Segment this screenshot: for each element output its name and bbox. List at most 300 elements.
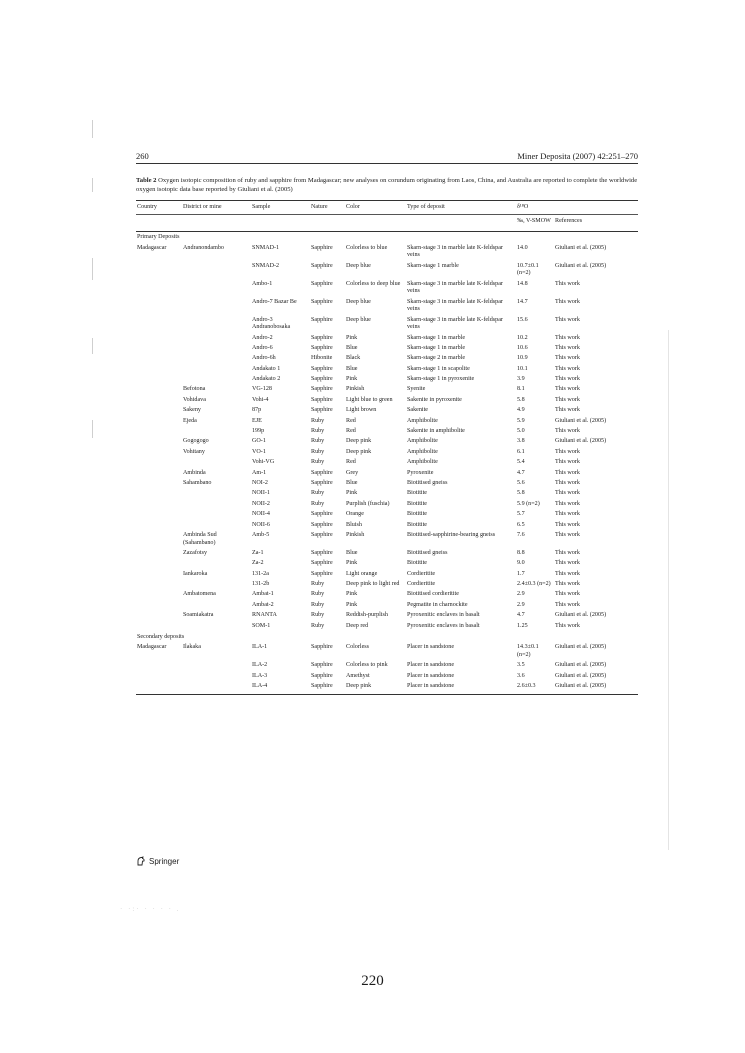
cell-delta: 5.9	[517, 417, 525, 424]
cell-color: Deep blue	[346, 316, 371, 323]
cell-district	[182, 559, 251, 569]
cell-deposit: Amphibolite	[407, 459, 438, 466]
cell-color: Colorless to pink	[346, 662, 388, 669]
cell-deposit: Biotitite	[407, 511, 427, 518]
cell-reference: Giuliani et al. (2005)	[555, 417, 607, 424]
cell-reference: This work	[555, 355, 580, 362]
cell-country: Madagascar	[137, 644, 167, 651]
cell-district: Andranondambo	[183, 244, 224, 251]
cell-delta: 10.7±0.1 (n=2)	[517, 262, 539, 277]
caption-text: Oxygen isotopic composition of ruby and sapphire from Madagascar; new analyses on corundum originating from Laos, China, and Australia are reported to complete the worldwide oxygen isotopic data base reported by Giuliani et al. (2005)	[136, 177, 638, 193]
cell-reference: This work	[555, 549, 580, 556]
cell-delta: 10.9	[517, 355, 528, 362]
cell-reference: This work	[555, 334, 580, 341]
cell-country	[136, 375, 182, 385]
table-row	[136, 354, 638, 364]
cell-color: Light orange	[346, 570, 378, 577]
cell-deposit: Skarn-stage 3 in marble late K-feldspar veins	[407, 244, 503, 259]
cell-country	[136, 469, 182, 479]
cell-delta: 2.9	[517, 601, 525, 608]
cell-delta: 4.7	[517, 612, 525, 619]
cell-sample: GO-1	[252, 438, 266, 445]
cell-district: Soamiakatra	[183, 612, 214, 619]
table-row	[136, 622, 638, 632]
cell-color: Bluish	[346, 521, 362, 528]
cell-nature: Ruby	[311, 417, 325, 424]
cell-deposit: Amphibolite	[407, 448, 438, 455]
cell-district	[182, 622, 251, 632]
cell-deposit: Placer in sandstone	[407, 644, 455, 651]
cell-nature: Sapphire	[311, 662, 333, 669]
cell-country: Madagascar	[137, 244, 167, 251]
table-row	[136, 672, 638, 682]
cell-delta: 10.1	[517, 365, 528, 372]
cell-delta: 5.7	[517, 511, 525, 518]
cell-country	[136, 661, 182, 671]
cell-sample: 131-2b	[252, 581, 270, 588]
cell-reference: This work	[555, 280, 580, 287]
cell-country	[136, 601, 182, 611]
cell-nature: Sapphire	[311, 560, 333, 567]
scan-mark	[668, 330, 669, 850]
table-row	[136, 448, 638, 458]
cell-sample: 199p	[252, 428, 265, 435]
cell-reference: This work	[555, 448, 580, 455]
table-row	[136, 244, 638, 262]
caption-label: Table 2	[136, 177, 157, 184]
cell-reference: This work	[555, 386, 580, 393]
cell-color: Deep pink	[345, 682, 406, 694]
cell-nature: Ruby	[311, 459, 325, 466]
table-row	[136, 570, 638, 580]
cell-nature: Ruby	[311, 622, 325, 629]
table-row	[136, 510, 638, 520]
cell-delta: 4.7	[517, 469, 525, 476]
header-references: References	[554, 214, 638, 232]
cell-district	[182, 262, 251, 280]
cell-nature: Ruby	[311, 601, 325, 608]
cell-nature: Sapphire	[311, 386, 333, 393]
table-row	[136, 500, 638, 510]
cell-delta: 2.4±0.3 (n=2)	[517, 581, 551, 588]
cell-country	[136, 437, 182, 447]
cell-sample: Andro-7 Bazar Be	[252, 298, 297, 305]
cell-color: Pinkish	[346, 531, 365, 538]
cell-color: Light blue to green	[346, 396, 393, 403]
cell-delta: 10.2	[517, 334, 528, 341]
cell-delta: 5.0	[517, 428, 525, 435]
cell-district: Ejeda	[183, 417, 197, 424]
cell-reference: This work	[555, 591, 580, 598]
cell-reference: Giuliani et al. (2005)	[555, 672, 607, 679]
cell-color: Pink	[346, 490, 358, 497]
cell-delta: 5.8	[517, 396, 525, 403]
cell-sample: 131-2a	[252, 570, 269, 577]
cell-district	[182, 580, 251, 590]
cell-color: Deep pink	[346, 448, 372, 455]
cell-sample: EJE	[252, 417, 262, 424]
cell-color: Deep pink to light red	[346, 581, 400, 588]
cell-deposit: Placer in sandstone	[406, 682, 516, 694]
cell-nature: Sapphire	[311, 644, 333, 651]
cell-delta: 8.1	[517, 386, 525, 393]
cell-district	[182, 375, 251, 385]
table-row	[136, 427, 638, 437]
table-row	[136, 298, 638, 316]
cell-district: Ambinda	[183, 469, 206, 476]
cell-sample: NOII-6	[252, 521, 270, 528]
cell-country	[136, 365, 182, 375]
cell-country	[136, 417, 182, 427]
table-row	[136, 559, 638, 569]
cell-deposit: Skarn-stage 1 in pyroxenite	[407, 376, 475, 383]
cell-sample: ILA-3	[252, 672, 268, 679]
cell-district	[182, 316, 251, 334]
section-row	[136, 232, 638, 244]
table-row	[136, 396, 638, 406]
table-row	[136, 590, 638, 600]
cell-delta: 15.6	[517, 316, 528, 323]
cell-district	[182, 682, 251, 694]
cell-reference: Giuliani et al. (2005)	[554, 682, 638, 694]
cell-country	[136, 489, 182, 499]
cell-reference: This work	[555, 459, 580, 466]
cell-deposit: Pyroxenitic enclaves in basalt	[407, 612, 480, 619]
cell-nature: Sapphire	[311, 469, 333, 476]
cell-country	[136, 479, 182, 489]
cell-delta: 6.5	[517, 521, 525, 528]
cell-country	[136, 448, 182, 458]
cell-country	[136, 458, 182, 468]
cell-deposit: Skarn-stage 3 in marble late K-feldspar veins	[407, 280, 503, 295]
cell-nature: Sapphire	[311, 376, 333, 383]
cell-country	[136, 611, 182, 621]
cell-district	[182, 500, 251, 510]
cell-country	[136, 570, 182, 580]
table-row	[136, 262, 638, 280]
cell-reference: Giuliani et al. (2005)	[555, 262, 607, 269]
cell-sample: Andro-2	[252, 334, 273, 341]
cell-color: Blue	[346, 344, 358, 351]
cell-nature: Sapphire	[311, 344, 333, 351]
cell-deposit: Biotitised cordieritite	[407, 591, 459, 598]
cell-delta: 4.9	[517, 407, 525, 414]
cell-country	[136, 549, 182, 559]
header-color: Color	[345, 201, 406, 215]
cell-deposit: Skarn-stage 1 in marble	[407, 344, 466, 351]
cell-country	[136, 344, 182, 354]
cell-country	[136, 559, 182, 569]
cell-sample: NOI-2	[252, 479, 268, 486]
cell-country	[136, 262, 182, 280]
cell-district	[182, 489, 251, 499]
cell-color: Blue	[346, 479, 358, 486]
cell-sample: Andakato 1	[252, 365, 281, 372]
cell-sample: Za-1	[252, 549, 264, 556]
cell-deposit: Biotitised gneiss	[407, 479, 448, 486]
header-rule	[136, 163, 638, 164]
cell-district: Ambatomena	[183, 591, 216, 598]
cell-nature: Sapphire	[311, 334, 333, 341]
cell-sample: 87p	[252, 407, 262, 414]
cell-deposit: Biotitised-sapphirine-bearing gneiss	[407, 531, 496, 538]
cell-country	[136, 334, 182, 344]
cell-color: Grey	[346, 469, 359, 476]
cell-nature: Ruby	[311, 581, 325, 588]
table-row	[136, 469, 638, 479]
cell-country	[136, 298, 182, 316]
cell-district	[182, 601, 251, 611]
scan-noise: · ·:· · · · · .	[120, 905, 181, 913]
cell-nature: Ruby	[311, 500, 325, 507]
cell-sample: Andro-6h	[252, 355, 276, 362]
publisher-name: Springer	[149, 856, 180, 866]
cell-country	[136, 590, 182, 600]
cell-deposit: Cordieritite	[407, 570, 436, 577]
table-row	[136, 365, 638, 375]
cell-delta: 3.8	[517, 438, 525, 445]
cell-district: Zazafotsy	[183, 549, 208, 556]
table-row	[136, 334, 638, 344]
cell-sample: Ambat-2	[252, 601, 274, 608]
cell-district: Vohidava	[183, 396, 206, 403]
cell-sample: VO-1	[252, 448, 266, 455]
cell-district	[182, 298, 251, 316]
scan-mark	[92, 120, 93, 138]
cell-reference: This work	[555, 298, 580, 305]
cell-deposit: Amphibolite	[407, 417, 438, 424]
cell-reference: This work	[555, 316, 580, 323]
isotope-table	[136, 200, 638, 695]
cell-delta: 14.0	[517, 244, 528, 251]
cell-sample: Andro-3 Andranobosaka	[252, 316, 291, 331]
cell-sample: ILA-2	[252, 662, 268, 669]
cell-sample: VG-128	[252, 386, 272, 393]
header-page-number: 260	[136, 151, 149, 161]
cell-delta: 2.6±0.3	[516, 682, 554, 694]
scan-mark	[92, 178, 93, 192]
cell-sample: ILA-4	[251, 682, 310, 694]
cell-deposit: Skarn-stage 1 marble	[407, 262, 459, 269]
cell-color: Red	[346, 459, 356, 466]
cell-deposit: Pyroxenite	[407, 469, 434, 476]
cell-delta: 6.1	[517, 448, 525, 455]
cell-reference: This work	[555, 521, 580, 528]
header-district: District or mine	[182, 201, 251, 215]
cell-district: Iankaroka	[183, 570, 208, 577]
running-header	[136, 150, 638, 162]
cell-reference: This work	[555, 511, 580, 518]
cell-color: Colorless to deep blue	[346, 280, 401, 287]
cell-deposit: Skarn-stage 2 in marble	[407, 355, 466, 362]
cell-nature: Ruby	[311, 438, 325, 445]
cell-reference: This work	[555, 531, 580, 538]
cell-deposit: Biotitised gneiss	[407, 549, 448, 556]
cell-nature: Sapphire	[311, 244, 333, 251]
cell-reference: This work	[555, 601, 580, 608]
cell-color: Deep blue	[346, 262, 371, 269]
table-row	[136, 479, 638, 489]
cell-reference: This work	[555, 560, 580, 567]
table-row	[136, 437, 638, 447]
cell-country	[136, 316, 182, 334]
scan-mark	[92, 258, 93, 280]
table-row	[136, 316, 638, 334]
cell-district	[182, 672, 251, 682]
cell-district	[182, 280, 251, 298]
table-row	[136, 417, 638, 427]
cell-sample: RNANTA	[252, 612, 277, 619]
cell-district: Ilakaka	[183, 644, 201, 651]
cell-color: Pink	[346, 591, 358, 598]
cell-delta: 3.5	[517, 662, 525, 669]
cell-sample: Za-2	[252, 560, 264, 567]
cell-delta: 3.6	[517, 672, 525, 679]
cell-sample: SOM-1	[252, 622, 271, 629]
cell-sample: Vohi-VG	[252, 459, 275, 466]
cell-deposit: Sakenite in pyroxenite	[407, 396, 462, 403]
cell-color: Amethyst	[346, 672, 370, 679]
table-row	[136, 643, 638, 661]
cell-color: Pink	[346, 560, 358, 567]
isotope-table-container	[136, 200, 638, 695]
cell-deposit: Syenite	[407, 386, 426, 393]
cell-reference: This work	[555, 570, 580, 577]
cell-country	[136, 682, 182, 694]
cell-deposit: Pegmatite in charnockite	[407, 601, 468, 608]
cell-deposit: Skarn-stage 3 in marble late K-feldspar veins	[407, 316, 503, 331]
cell-deposit: Sakenite	[407, 407, 428, 414]
cell-nature: Ruby	[311, 428, 325, 435]
cell-color: Pink	[346, 334, 358, 341]
cell-sample: NOII-4	[252, 511, 270, 518]
cell-deposit: Placer in sandstone	[407, 662, 455, 669]
table-row	[136, 531, 638, 549]
cell-nature: Ruby	[311, 612, 325, 619]
cell-country	[136, 580, 182, 590]
table-caption	[136, 176, 638, 194]
header-deposit: Type of deposit	[406, 201, 516, 215]
cell-color: Light brown	[346, 407, 377, 414]
cell-sample: Ambo-1	[252, 280, 273, 287]
cell-deposit: Skarn-stage 3 in marble late K-feldspar veins	[407, 298, 503, 313]
cell-reference: This work	[555, 469, 580, 476]
table-row	[136, 521, 638, 531]
cell-reference: This work	[555, 376, 580, 383]
cell-country	[136, 510, 182, 520]
cell-color: Black	[346, 355, 361, 362]
cell-nature: Hibonite	[311, 355, 333, 362]
cell-district	[182, 344, 251, 354]
cell-delta: 14.7	[517, 298, 528, 305]
cell-color: Pink	[346, 376, 358, 383]
table-body	[136, 232, 638, 695]
cell-delta: 14.3±0.1 (n=2)	[517, 644, 539, 659]
cell-color: Pinkish	[346, 386, 365, 393]
cell-deposit: Sakenite in amphibolite	[407, 428, 465, 435]
cell-sample: ILA-1	[252, 644, 268, 651]
cell-country	[136, 521, 182, 531]
cell-reference: This work	[555, 479, 580, 486]
cell-nature: Ruby	[311, 448, 325, 455]
cell-nature: Sapphire	[311, 316, 333, 323]
publisher-logo	[136, 856, 179, 866]
cell-deposit: Skarn-stage 1 in scapolite	[407, 365, 470, 372]
cell-country	[136, 500, 182, 510]
cell-nature: Sapphire	[311, 570, 333, 577]
cell-delta: 5.4	[517, 459, 525, 466]
cell-nature: Sapphire	[311, 396, 333, 403]
cell-delta: 1.7	[517, 570, 525, 577]
cell-country	[136, 280, 182, 298]
cell-nature: Sapphire	[311, 521, 333, 528]
table-row	[136, 385, 638, 395]
cell-delta: 7.6	[517, 531, 525, 538]
cell-deposit: Biotitite	[407, 521, 427, 528]
cell-district: Vohitany	[183, 448, 205, 455]
table-row	[136, 375, 638, 385]
cell-sample: Am-1	[252, 469, 267, 476]
cell-delta: 5.6	[517, 479, 525, 486]
page-number: 220	[361, 973, 384, 989]
header-sample: Sample	[251, 201, 310, 215]
cell-district	[182, 510, 251, 520]
header-nature: Nature	[310, 201, 345, 215]
cell-district: Sahambano	[183, 479, 212, 486]
cell-color: Colorless to blue	[346, 244, 388, 251]
cell-sample: Andakato 2	[252, 376, 281, 383]
header-journal: Miner Deposita (2007) 42:251–270	[517, 151, 638, 161]
cell-nature: Sapphire	[311, 531, 333, 538]
cell-district	[182, 354, 251, 364]
cell-district: Gogogogo	[183, 438, 209, 445]
cell-color: Blue	[346, 549, 358, 556]
cell-reference: This work	[555, 396, 580, 403]
cell-color: Blue	[346, 365, 358, 372]
cell-delta: 5.9 (n=2)	[517, 500, 540, 507]
header-delta: δ¹⁸O	[516, 201, 638, 215]
cell-country	[136, 531, 182, 549]
cell-district: Sakeny	[183, 407, 201, 414]
cell-sample: SNMAD-2	[252, 262, 280, 269]
cell-district: Befotona	[183, 386, 206, 393]
section-row	[136, 632, 638, 643]
table-row	[136, 280, 638, 298]
scan-mark	[92, 420, 93, 438]
table-header-row	[136, 201, 638, 215]
cell-district	[182, 521, 251, 531]
table-row	[136, 580, 638, 590]
cell-delta: 1.25	[517, 622, 528, 629]
cell-sample: NOII-2	[252, 500, 270, 507]
cell-reference: This work	[555, 490, 580, 497]
cell-nature: Sapphire	[311, 407, 333, 414]
cell-district: Ambinda Sud (Sahambano)	[183, 531, 217, 546]
cell-reference: This work	[555, 581, 580, 588]
cell-reference: This work	[555, 622, 580, 629]
table-row	[136, 458, 638, 468]
cell-color: Deep red	[346, 622, 369, 629]
cell-deposit: Biotitite	[407, 560, 427, 567]
cell-sample: Amb-5	[252, 531, 270, 538]
cell-sample: Ambat-1	[252, 591, 274, 598]
cell-reference: This work	[555, 365, 580, 372]
cell-district	[182, 334, 251, 344]
table-row	[136, 661, 638, 671]
cell-reference: This work	[555, 428, 580, 435]
cell-delta: 2.9	[517, 591, 525, 598]
cell-country	[136, 622, 182, 632]
